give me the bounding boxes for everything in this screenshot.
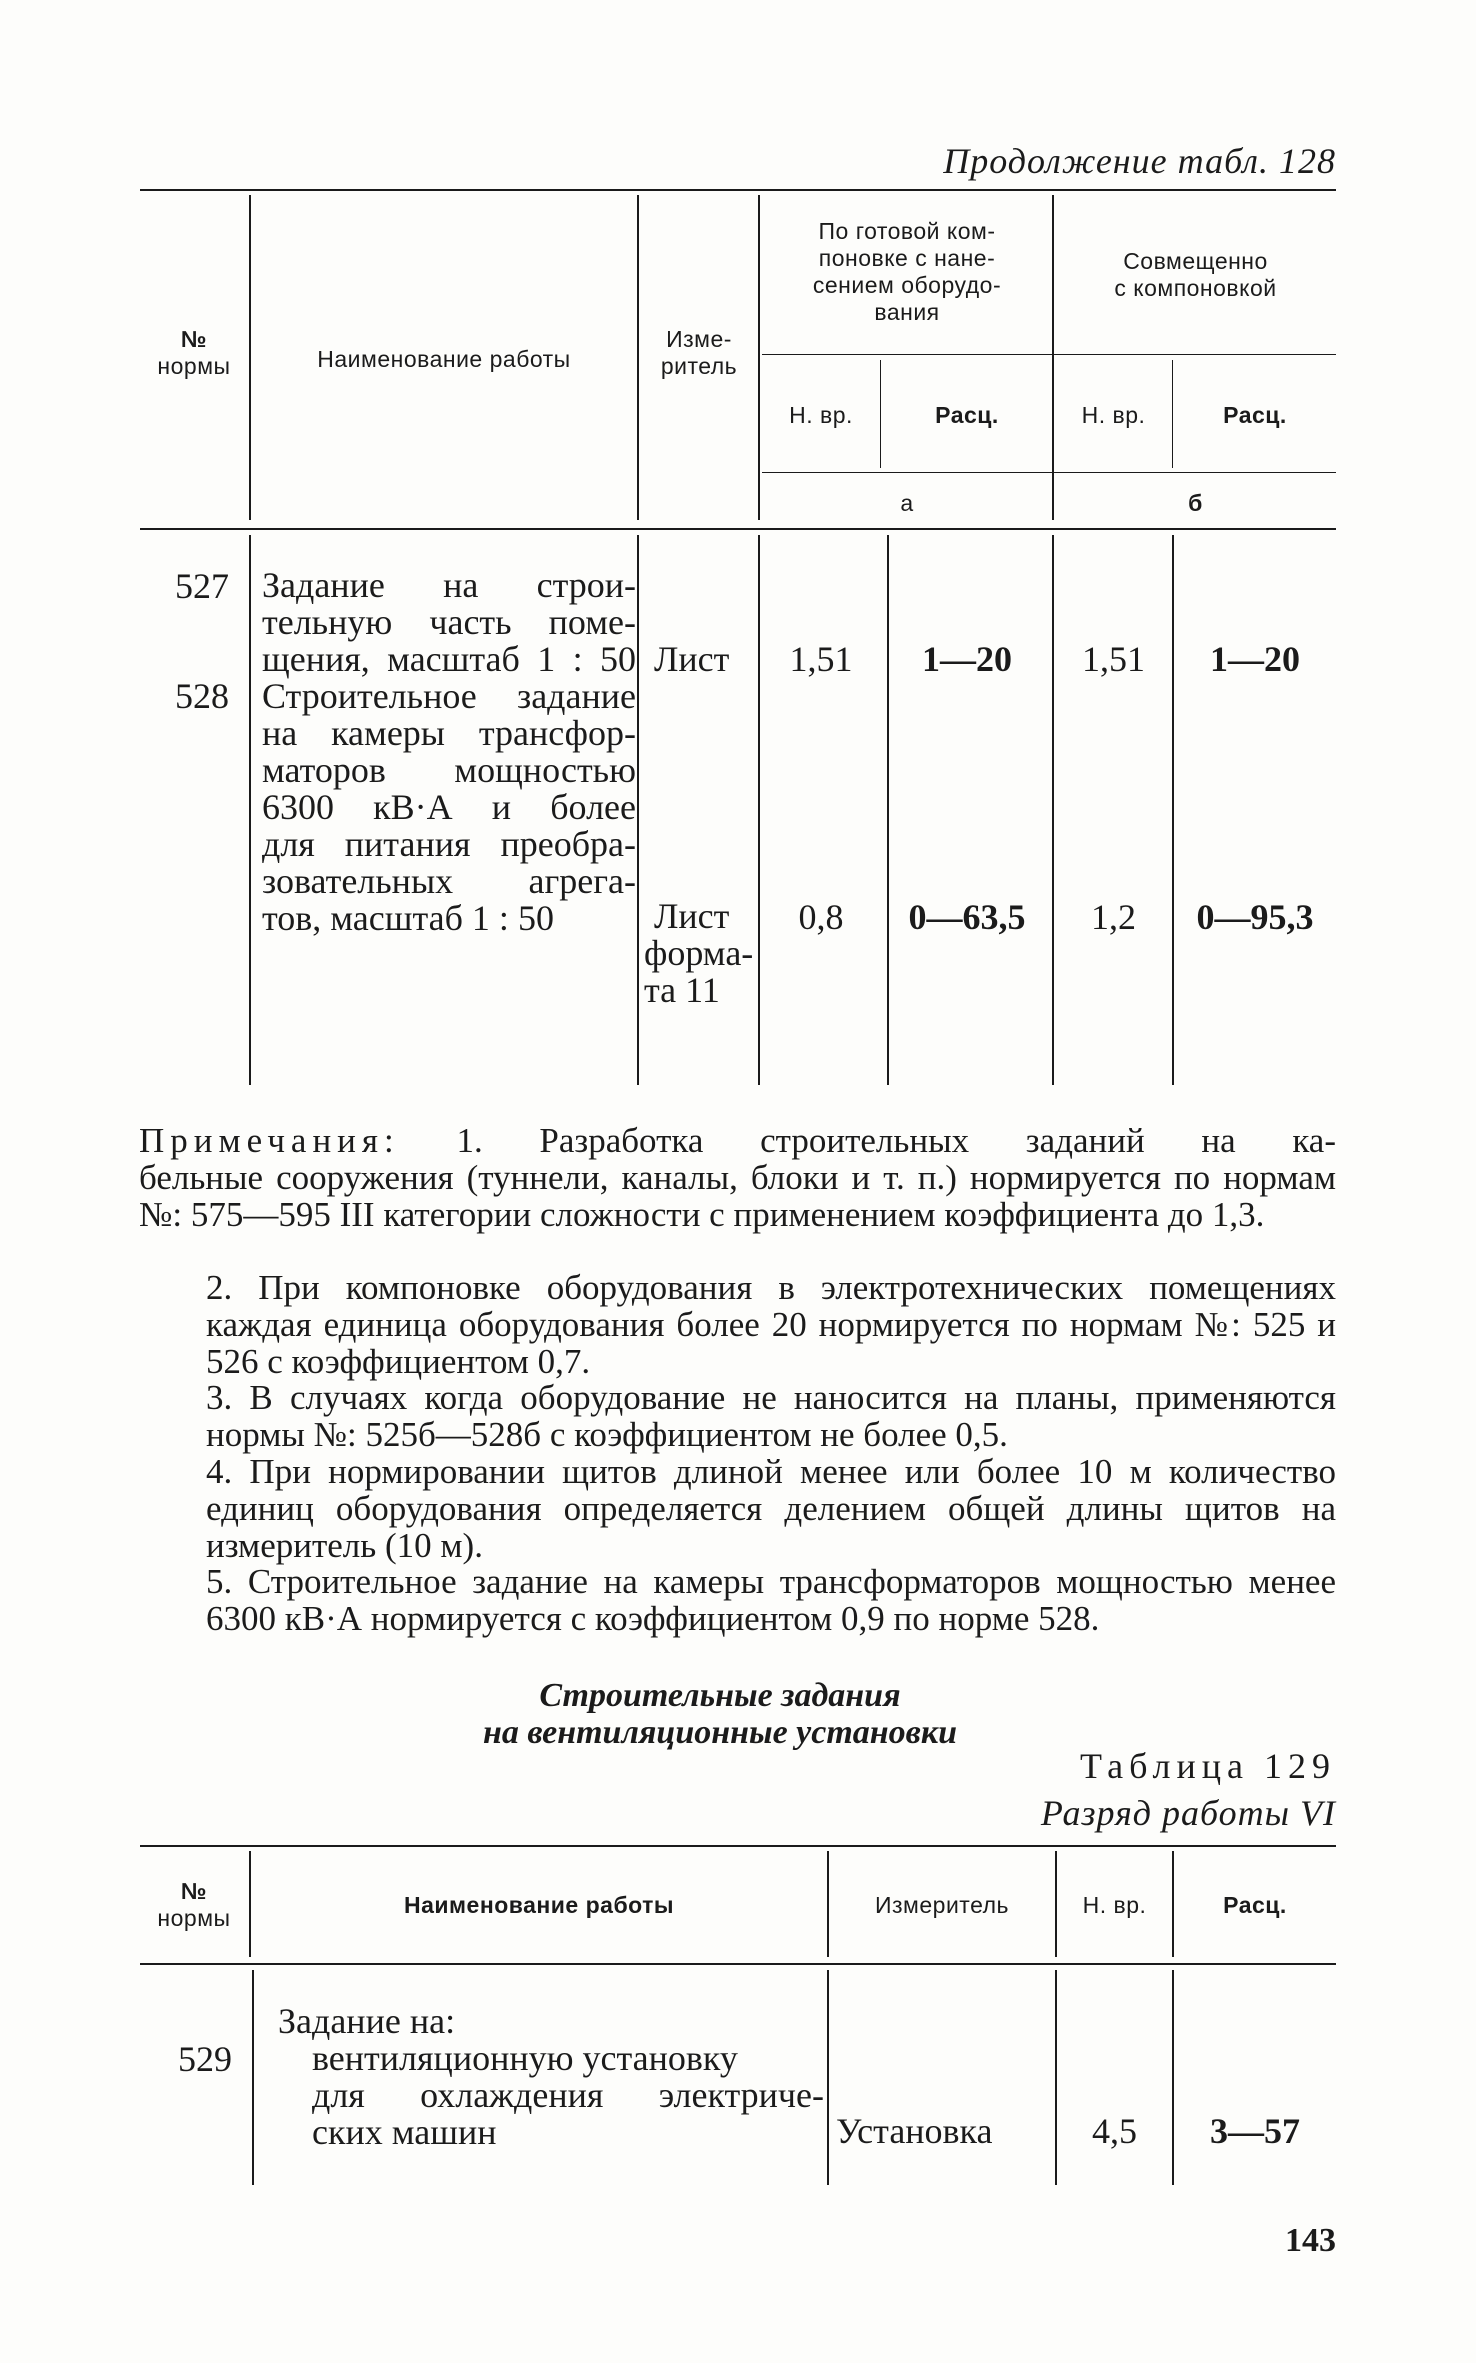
row-527-name: Задание на строи- тельную часть поме- щения, масштаб 1 : 50 [262,565,636,679]
row-528-name: Строительное задание на камеры трансфор- маторов мощностью 6300 кВ·А и более для питания преобра- зовательных агрега- тов, масштаб 1 : 50 [262,676,636,938]
col-name-header: Наименование работы [317,346,571,372]
note-4: 4. При нормировании щитов длиной менее или более 10 м количество единиц оборудования определяется делением общей длины щитов на измеритель (10 м). [206,1452,1336,1565]
t129-col-unit-header: Измеритель [874,1892,1010,1918]
col-unit-header: Изме- ритель [660,326,738,379]
section-title-line-2: на вентиляционные установки [482,1714,958,1751]
row-527-unit: Лист [654,639,730,679]
row-529-rasc: 3—57 [1210,2111,1300,2151]
note-5: 5. Строительное задание на камеры трансформаторов мощностью менее 6300 кВ·А нормируется с коэффициентом 0,9 по норме 528. [206,1562,1336,1638]
letter-a: а [900,490,914,516]
sub-nvr-a: Н. вр. [789,402,853,428]
sub-nvr-b: Н. вр. [1081,402,1146,428]
letter-b: б [1188,490,1203,516]
row-527-nvr-a: 1,51 [789,639,853,679]
sub-rasc-a: Расц. [935,402,999,428]
note-3: 3. В случаях когда оборудование не наносится на планы, применяются нормы №: 525б—528б с коэффициентом не более 0,5. [206,1378,1336,1454]
row-528-rasc-a: 0—63,5 [908,897,1026,937]
row-528-number: 528 [175,676,229,716]
row-528-unit: Лист форма- та 11 [644,896,754,1010]
col-number-header: № нормы [157,326,231,379]
t129-col-number-header: № нормы [157,1878,231,1931]
sub-rasc-b: Расц. [1223,402,1287,428]
t129-col-nvr-header: Н. вр. [1082,1892,1147,1918]
group-a-header: По готовой ком- поновке с нане- сением оборудо- вания [812,218,1002,325]
page-number: 143 [1285,2222,1336,2259]
row-527-nvr-b: 1,51 [1082,639,1145,679]
t129-col-rasc-header: Расц. [1223,1892,1287,1918]
work-grade: Разряд работы VI [1040,1793,1336,1833]
row-528-nvr-a: 0,8 [798,897,844,937]
row-529-name: Задание на: вентиляционную установку для охлаждения электриче- ских машин [278,2001,824,2152]
row-529-unit: Установка [836,2111,993,2151]
row-529-nvr: 4,5 [1092,2111,1137,2151]
section-title-line-1: Строительные задания [539,1677,901,1714]
group-b-header: Совмещенно с компоновкой [1114,248,1277,301]
row-527-rasc-b: 1—20 [1210,639,1300,679]
note-1: бельные сооружения (туннели, каналы, блоки и т. п.) нормируется по нормам №: 575—595 III категории сложности с применением коэффициента до 1,3. [139,1158,1336,1234]
row-529-number: 529 [178,2039,232,2079]
t129-col-name-header: Наименование работы [403,1892,675,1918]
row-528-nvr-b: 1,2 [1091,897,1136,937]
table-129-label: Таблица 129 [1080,1746,1336,1786]
note-1-first-line: Примечания: 1. Разработка строительных заданий на ка- [139,1121,1336,1160]
row-528-rasc-b: 0—95,3 [1196,897,1314,937]
note-2: 2. При компоновке оборудования в электротехнических помещениях каждая единица оборудования более 20 нормируется по нормам №: 525 и 526 с коэффициентом 0,7. [206,1268,1336,1381]
continuation-header: Продолжение табл. 128 [943,141,1336,181]
row-527-rasc-a: 1—20 [922,639,1012,679]
row-527-number: 527 [175,566,229,606]
